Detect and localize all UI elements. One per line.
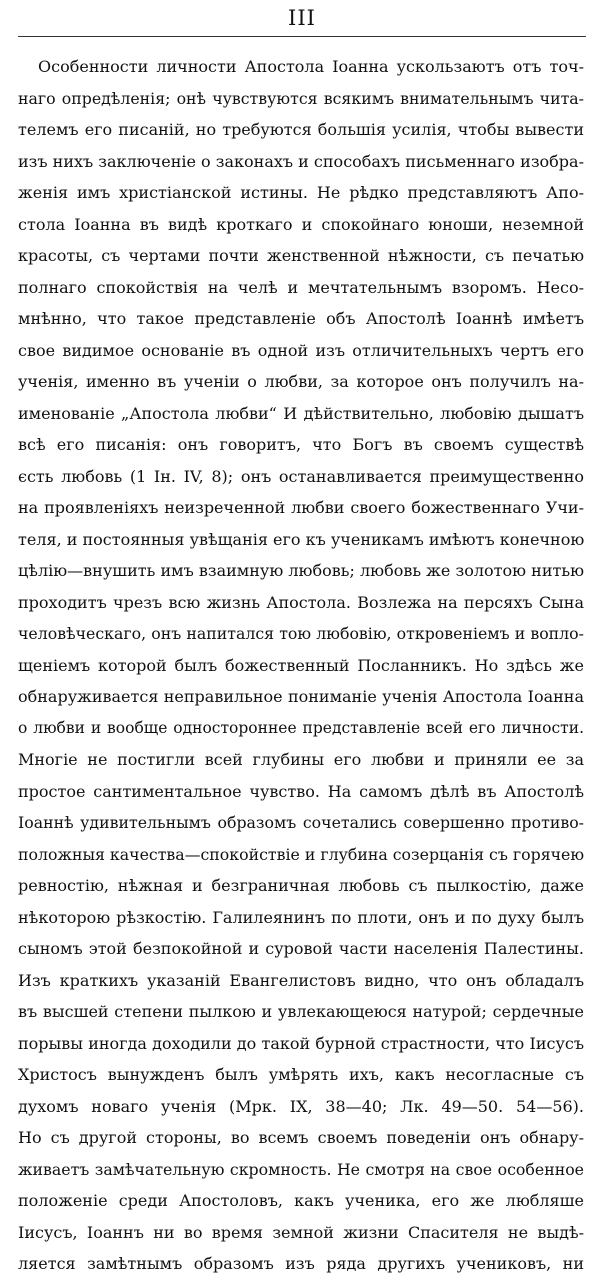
text-line: нѣкоторою рѣзкостію. Галилеянинъ по плоти, онъ и по духу былъ [18, 907, 584, 927]
text-line: Іисусъ, Іоаннъ ни во время земной жизни Спасителя не выдѣ- [18, 1222, 584, 1242]
text-line: положныя качества—спокойствіе и глубина созерцанія съ горячею [18, 844, 584, 864]
text-line: наго опредѣленія; онѣ чувствуются всякимъ внимательнымъ чита- [18, 88, 584, 108]
text-line: красоты, съ чертами почти женственной нѣжности, съ печатью [18, 246, 584, 265]
text-line: ляется замѣтнымъ образомъ изъ ряда другихъ учениковъ, ни [18, 1254, 584, 1273]
text-line: на проявленіяхъ неизреченной любви своего божественнаго Учи- [18, 498, 584, 517]
text-line: Многіе не постигли всей глубины его любви и приняли ее за [18, 750, 584, 769]
text-line: полнаго спокойствія на челѣ и мечтательнымъ взоромъ. Несо- [18, 277, 584, 297]
text-line: положеніе среди Апостоловъ, какъ ученика, его же любляше [18, 1191, 584, 1210]
text-line: телемъ его писаній, но требуются большія усилія, чтобы вывести [18, 120, 584, 139]
text-line: живаетъ замѣчательную скромность. Не смотря на свое особенное [18, 1159, 584, 1179]
text-line: порывы иногда доходили до такой бурной страстности, что Іисусъ [18, 1033, 584, 1053]
text-line: сыномъ этой безпокойной и суровой части населенія Палестины. [18, 939, 584, 958]
text-line: всѣ его писанія: онъ говоритъ, что Богъ въ своемъ существѣ [18, 435, 584, 454]
text-line: именованіе „Апостола любви“ И дѣйствительно, любовію дышатъ [18, 403, 584, 423]
text-line: свое видимое основаніе въ одной изъ отличительныхъ чертъ его [18, 340, 584, 360]
text-line: въ высшей степени пылкою и увлекающеюся натурой; сердечные [18, 1002, 584, 1021]
text-line: Особенности личности Апостола Іоанна ускользаютъ отъ точ- [38, 57, 584, 76]
text-line: духомъ новаго ученія (Мрк. IX, 38—40; Лк. 49—50. 54—56). [18, 1096, 584, 1116]
text-line: Но съ другой стороны, во всемъ своемъ поведеніи онъ обнару- [18, 1128, 584, 1147]
text-line: человѣческаго, онъ напитался тою любовію, откровеніемъ и вопло- [18, 624, 584, 643]
text-line: Изъ краткихъ указаній Евангелистовъ видно, что онъ обладалъ [18, 970, 584, 990]
text-line: ревностію, нѣжная и безграничная любовь съ пылкостію, даже [18, 876, 584, 895]
text-line: щеніемъ которой былъ божественный Посланникъ. Но здѣсь же [18, 655, 584, 675]
text-line: єсть любовь (1 Ін. IV, 8); онъ останавливается преимущественно [18, 466, 584, 486]
text-line: стола Іоанна въ видѣ кроткаго и спокойнаго юноши, неземной [18, 214, 584, 234]
text-line: мнѣнно, что такое представленіе объ Апостолѣ Іоаннѣ имѣетъ [18, 309, 584, 328]
text-line: Іоаннѣ удивительнымъ образомъ сочетались совершенно противо- [18, 813, 584, 832]
text-line: Христосъ вынужденъ былъ умѣрять ихъ, какъ несогласные съ [18, 1065, 584, 1084]
text-line: простое сантиментальное чувство. На самомъ дѣлѣ въ Апостолѣ [18, 781, 584, 801]
text-line: о любви и вообще одностороннее представленіе всей его личности. [18, 718, 584, 737]
text-line: теля, и постоянныя увѣщанія его къ ученикамъ имѣютъ конечною [18, 529, 584, 549]
text-line: изъ нихъ заключеніе о законахъ и способахъ письменнаго изобра- [18, 151, 584, 171]
text-line: проходитъ чрезъ всю жизнь Апостола. Возлежа на персяхъ Сына [18, 592, 584, 612]
body-text [18, 51, 584, 1280]
text-line: цѣлію—внушить имъ взаимную любовь; любовь же золотою нитью [18, 561, 584, 580]
header-rule [18, 36, 586, 37]
text-line: обнаруживается неправильное пониманіе ученія Апостола Іоанна [18, 687, 584, 706]
text-line: ученія, именно въ ученіи о любви, за которое онъ получилъ на- [18, 372, 584, 391]
text-line: женія имъ христіанской истины. Не рѣдко представляютъ Апо- [18, 183, 584, 202]
page-number: III [288, 6, 316, 30]
